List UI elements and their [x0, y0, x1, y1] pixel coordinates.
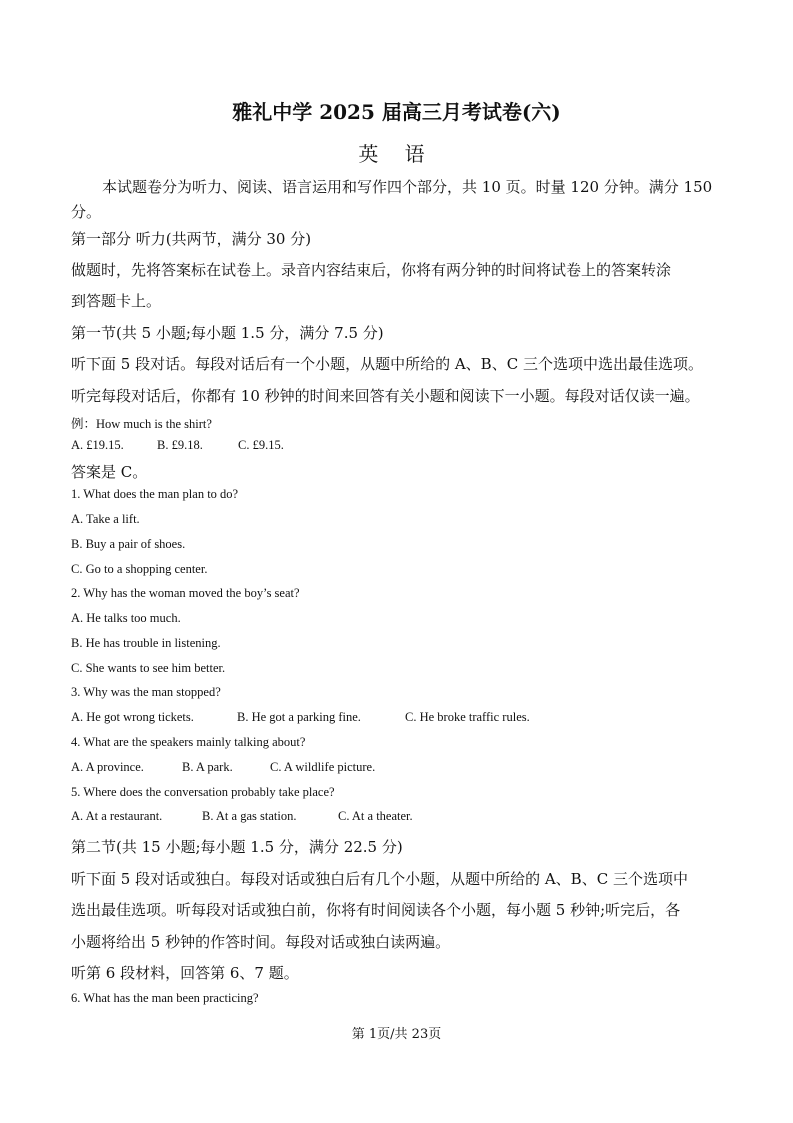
- section1-instruction-2: 听完每段对话后，你都有 10 秒钟的时间来回答有关小题和阅读下一小题。每段对话仅读一遍。: [71, 387, 700, 405]
- question-2: 2. Why has the woman moved the boy’s seat?: [71, 586, 300, 600]
- part1-instruction-1: 做题时，先将答案标在试卷上。录音内容结束后，你将有两分钟的时间将试卷上的答案转涂: [71, 261, 672, 279]
- question-4-option-b: B. A park.: [182, 760, 233, 774]
- part1-heading: 第一部分 听力(共两节，满分 30 分): [71, 230, 312, 248]
- example-option-b: B. £9.18.: [157, 438, 203, 452]
- section2-instruction-2: 选出最佳选项。听每段对话或独白前，你将有时间阅读各个小题，每小题 5 秒钟;听完后，各: [71, 901, 681, 919]
- example-answer: 答案是 C。: [71, 463, 148, 481]
- question-1-option-c: C. Go to a shopping center.: [71, 562, 208, 576]
- section1-instruction-1: 听下面 5 段对话。每段对话后有一个小题，从题中所给的 A、B、C 三个选项中选出最佳选项。: [71, 355, 703, 373]
- example-options: [71, 438, 284, 453]
- question-5: 5. Where does the conversation probably take place?: [71, 785, 335, 799]
- question-4-option-a: A. A province.: [71, 760, 144, 774]
- example-option-c: C. £9.15.: [238, 438, 284, 452]
- question-1: 1. What does the man plan to do?: [71, 487, 239, 501]
- question-4-option-c: C. A wildlife picture.: [270, 760, 376, 774]
- question-3-option-b: B. He got a parking fine.: [237, 710, 361, 724]
- question-3-option-a: A. He got wrong tickets.: [71, 710, 194, 724]
- question-6: 6. What has the man been practicing?: [71, 991, 259, 1005]
- example-option-a: A. £19.15.: [71, 438, 124, 452]
- subject-title: 英 语: [358, 142, 435, 166]
- question-2-option-c: C. She wants to see him better.: [71, 661, 226, 675]
- question-5-options: [71, 809, 413, 824]
- question-3-options: [71, 710, 530, 725]
- question-3: 3. Why was the man stopped?: [71, 685, 221, 699]
- intro-line-2: 分。: [71, 203, 102, 221]
- section2-material-6: 听第 6 段材料，回答第 6、7 题。: [71, 964, 299, 982]
- page-footer: 第 1页/共 23页: [351, 1027, 442, 1042]
- question-2-option-b: B. He has trouble in listening.: [71, 636, 221, 650]
- question-5-option-a: A. At a restaurant.: [71, 809, 163, 823]
- question-5-option-b: B. At a gas station.: [202, 809, 297, 823]
- question-4: 4. What are the speakers mainly talking about?: [71, 735, 306, 749]
- example-question: 例：How much is the shirt?: [71, 417, 212, 431]
- question-2-option-a: A. He talks too much.: [71, 611, 181, 625]
- question-1-option-a: A. Take a lift.: [71, 512, 140, 526]
- intro-line-1: 本试题卷分为听力、阅读、语言运用和写作四个部分，共 10 页。时量 120 分钟。满分 150: [102, 178, 713, 196]
- question-4-options: [71, 760, 375, 775]
- section2-instruction-1: 听下面 5 段对话或独白。每段对话或独白后有几个小题，从题中所给的 A、B、C 三个选项中: [71, 870, 688, 888]
- question-5-option-c: C. At a theater.: [338, 809, 413, 823]
- section2-instruction-3: 小题将给出 5 秒钟的作答时间。每段对话或独白读两遍。: [71, 933, 451, 951]
- section1-heading: 第一节(共 5 小题;每小题 1.5 分，满分 7.5 分): [71, 324, 384, 342]
- section2-heading: 第二节(共 15 小题;每小题 1.5 分，满分 22.5 分): [71, 838, 403, 856]
- question-3-option-c: C. He broke traffic rules.: [405, 710, 530, 724]
- part1-instruction-2: 到答题卡上。: [71, 292, 162, 310]
- page-title: 雅礼中学 2025 届高三月考试卷(六): [232, 100, 561, 124]
- question-1-option-b: B. Buy a pair of shoes.: [71, 537, 186, 551]
